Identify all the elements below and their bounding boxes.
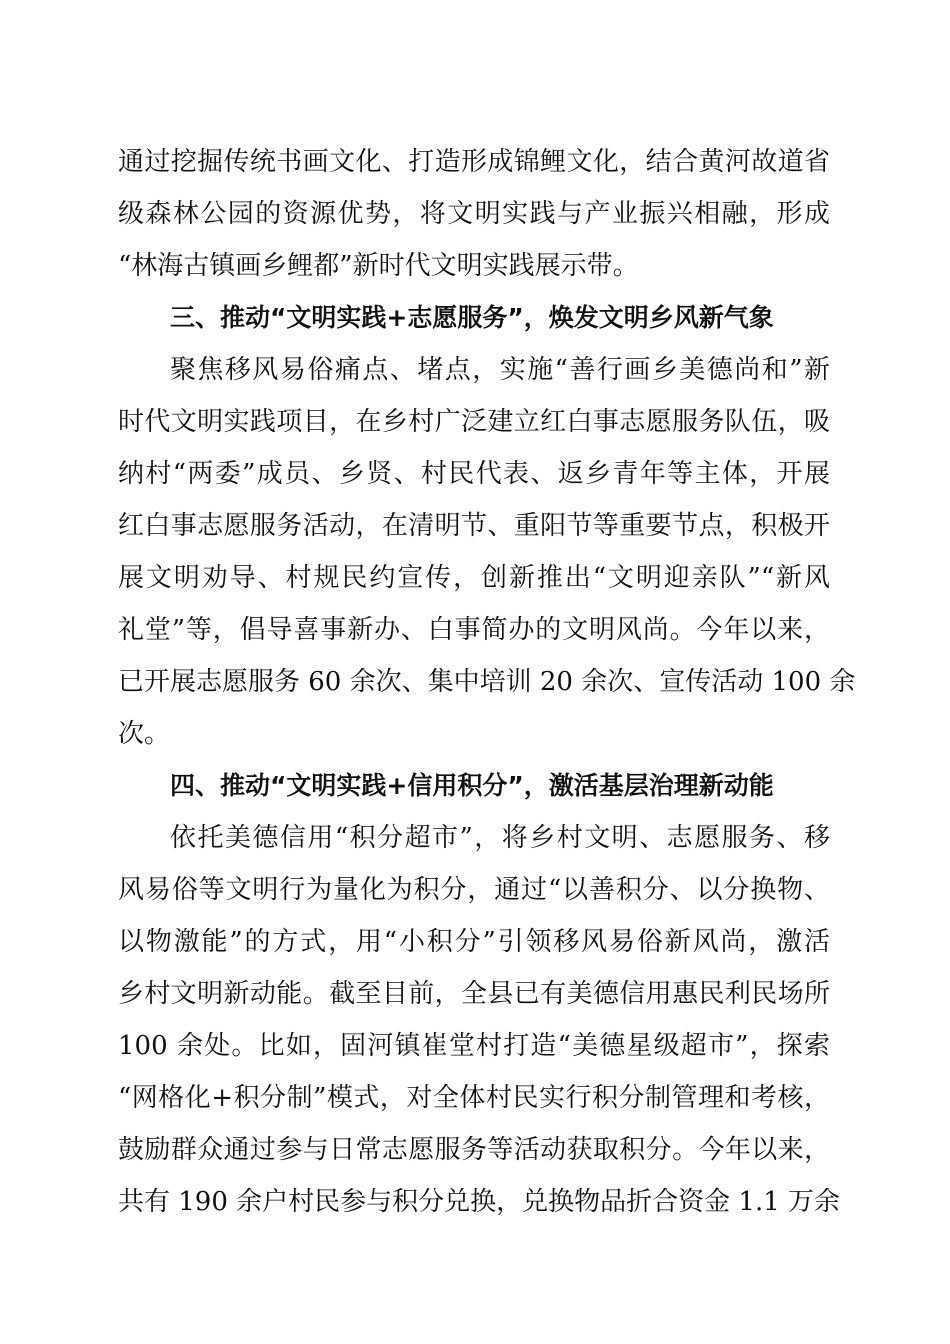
paragraph-2-line-2: 时代文明实践项目，在乡村广泛建立红白事志愿服务队伍，吸 [118, 407, 830, 437]
paragraph-3-line-8: 共有 190 余户村民参与积分兑换，兑换物品折合资金 1.1 万余 [118, 1187, 841, 1217]
paragraph-2-line-7: 已开展志愿服务 60 余次、集中培训 20 余次、宣传活动 100 余 [118, 667, 856, 697]
paragraph-2-line-4: 红白事志愿服务活动，在清明节、重阳节等重要节点，积极开 [118, 511, 830, 541]
paragraph-2-line-1: 聚焦移风易俗痛点、堵点，实施“善行画乡美德尚和”新 [170, 355, 830, 385]
paragraph-3-line-4: 乡村文明新动能。截至目前，全县已有美德信用惠民利民场所 [118, 979, 830, 1009]
paragraph-3-line-3: 以物激能”的方式，用“小积分”引领移风易俗新风尚，激活 [118, 927, 830, 957]
section-heading-3: 三、推动“文明实践+志愿服务”，焕发文明乡风新气象 [170, 303, 774, 332]
paragraph-3-line-7: 鼓励群众通过参与日常志愿服务等活动获取积分。今年以来， [118, 1135, 830, 1165]
paragraph-3-line-1: 依托美德信用“积分超市”，将乡村文明、志愿服务、移 [170, 823, 830, 853]
paragraph-2-line-6: 礼堂”等，倡导喜事新办、白事简办的文明风尚。今年以来， [118, 615, 830, 645]
paragraph-1-line-3: “林海古镇画乡鲤都”新时代文明实践展示带。 [118, 251, 639, 281]
section-heading-4: 四、推动“文明实践+信用积分”，激活基层治理新动能 [170, 771, 774, 800]
paragraph-1-line-1: 通过挖掘传统书画文化、打造形成锦鲤文化，结合黄河故道省 [118, 147, 830, 177]
paragraph-3-line-2: 风易俗等文明行为量化为积分，通过“以善积分、以分换物、 [118, 875, 830, 905]
paragraph-2-line-8: 次。 [118, 719, 171, 749]
paragraph-3-line-6: “网格化+积分制”模式，对全体村民实行积分制管理和考核， [118, 1083, 830, 1113]
paragraph-1-line-2: 级森林公园的资源优势，将文明实践与产业振兴相融，形成 [118, 199, 830, 229]
paragraph-3-line-5: 100 余处。比如，固河镇崔堂村打造“美德星级超市”，探索 [118, 1031, 830, 1061]
paragraph-2-line-5: 展文明劝导、村规民约宣传，创新推出“文明迎亲队”“新风 [118, 563, 830, 593]
paragraph-2-line-3: 纳村“两委”成员、乡贤、村民代表、返乡青年等主体，开展 [118, 459, 830, 489]
